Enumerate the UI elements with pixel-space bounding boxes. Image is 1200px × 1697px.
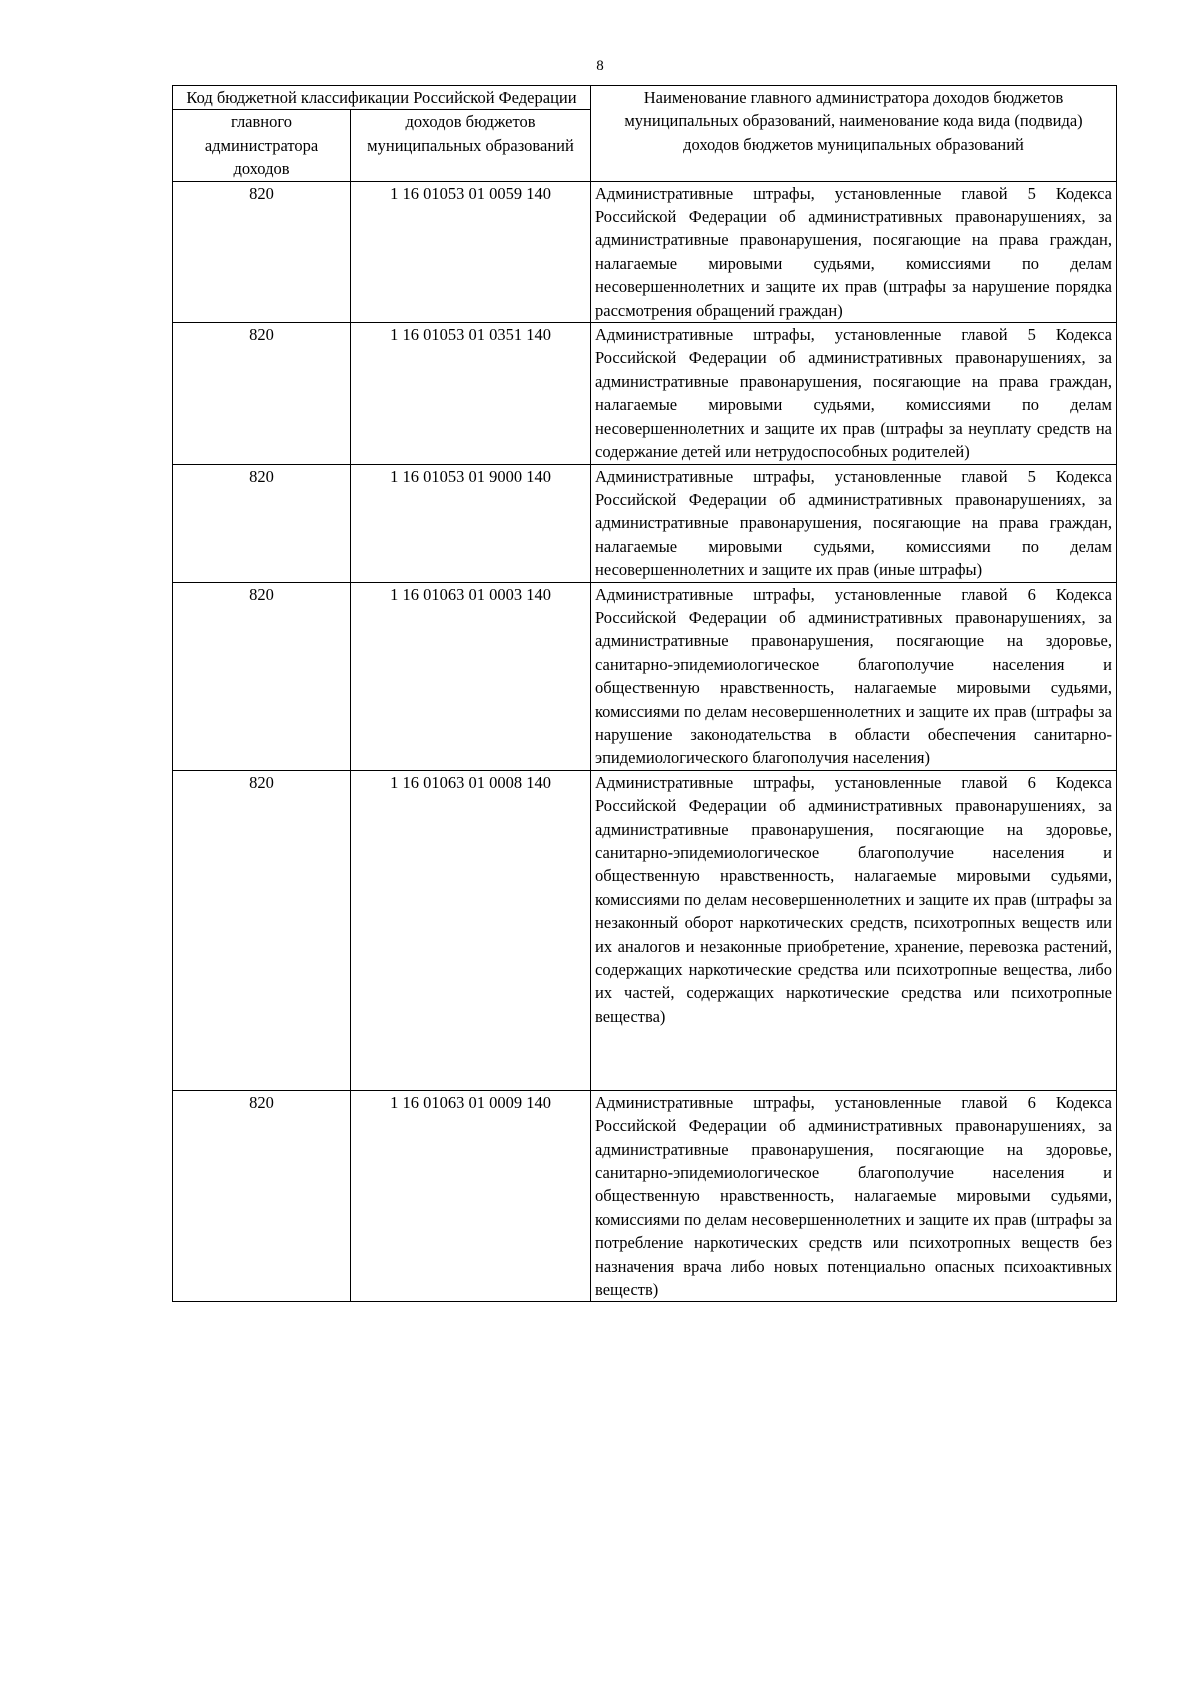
- income-name: Административные штрафы, установленные главой 6 Кодекса Российской Федерации об административных правонарушениях, за административные правонарушения, посягающие на здоровье, санитарно-эпидемиологическое благополучие населения и общественную нравственность, налагаемые мировыми судьями, комиссиями по делам несовершеннолетних и защите их прав (штрафы за незаконный оборот наркотических средств, психотропных веществ или их аналогов и незаконные приобретение, хранение, перевозка растений, содержащих наркотические средства или психотропные вещества, либо их частей, содержащих наркотические средства или психотропные вещества): [591, 770, 1117, 1090]
- table-row: [173, 770, 1117, 1090]
- income-code: 1 16 01063 01 0008 140: [351, 770, 591, 1090]
- admin-code: 820: [173, 582, 351, 770]
- income-name: Административные штрафы, установленные главой 6 Кодекса Российской Федерации об административных правонарушениях, за административные правонарушения, посягающие на здоровье, санитарно-эпидемиологическое благополучие населения и общественную нравственность, налагаемые мировыми судьями, комиссиями по делам несовершеннолетних и защите их прав (штрафы за нарушение законодательства в области обеспечения санитарно-эпидемиологического благополучия населения): [591, 582, 1117, 770]
- table-row: [173, 323, 1117, 464]
- budget-classification-table: [172, 85, 1117, 1302]
- page-number: 8: [596, 58, 604, 74]
- income-name: Административные штрафы, установленные главой 5 Кодекса Российской Федерации об административных правонарушениях, за административные правонарушения, посягающие на права граждан, налагаемые мировыми судьями, комиссиями по делам несовершеннолетних и защите их прав (иные штрафы): [591, 464, 1117, 582]
- admin-code: 820: [173, 770, 351, 1090]
- admin-code: 820: [173, 1090, 351, 1302]
- table-row: [173, 464, 1117, 582]
- income-code: 1 16 01053 01 0351 140: [351, 323, 591, 464]
- income-code: 1 16 01053 01 9000 140: [351, 464, 591, 582]
- admin-code: 820: [173, 464, 351, 582]
- header-income: доходов бюджетов муниципальных образований: [351, 110, 591, 181]
- table-row: [173, 582, 1117, 770]
- header-admin: главного администратора доходов: [173, 110, 351, 181]
- table-header-row: [173, 86, 1117, 110]
- income-name: Административные штрафы, установленные главой 5 Кодекса Российской Федерации об административных правонарушениях, за административные правонарушения, посягающие на права граждан, налагаемые мировыми судьями, комиссиями по делам несовершеннолетних и защите их прав (штрафы за неуплату средств на содержание детей или нетрудоспособных родителей): [591, 323, 1117, 464]
- income-code: 1 16 01053 01 0059 140: [351, 181, 591, 322]
- table-row: [173, 1090, 1117, 1302]
- income-name: Административные штрафы, установленные главой 5 Кодекса Российской Федерации об административных правонарушениях, за административные правонарушения, посягающие на права граждан, налагаемые мировыми судьями, комиссиями по делам несовершеннолетних и защите их прав (штрафы за нарушение порядка рассмотрения обращений граждан): [591, 181, 1117, 322]
- header-name: Наименование главного администратора доходов бюджетов муниципальных образований, наименование кода вида (подвида) доходов бюджетов муниципальных образований: [591, 86, 1117, 182]
- income-name: Административные штрафы, установленные главой 6 Кодекса Российской Федерации об административных правонарушениях, за административные правонарушения, посягающие на здоровье, санитарно-эпидемиологическое благополучие населения и общественную нравственность, налагаемые мировыми судьями, комиссиями по делам несовершеннолетних и защите их прав (штрафы за потребление наркотических средств или психотропных веществ без назначения врача либо новых потенциально опасных психоактивных веществ): [591, 1090, 1117, 1302]
- admin-code: 820: [173, 181, 351, 322]
- admin-code: 820: [173, 323, 351, 464]
- header-code-group: Код бюджетной классификации Российской Федерации: [173, 86, 591, 110]
- income-code: 1 16 01063 01 0009 140: [351, 1090, 591, 1302]
- table-row: [173, 181, 1117, 322]
- income-code: 1 16 01063 01 0003 140: [351, 582, 591, 770]
